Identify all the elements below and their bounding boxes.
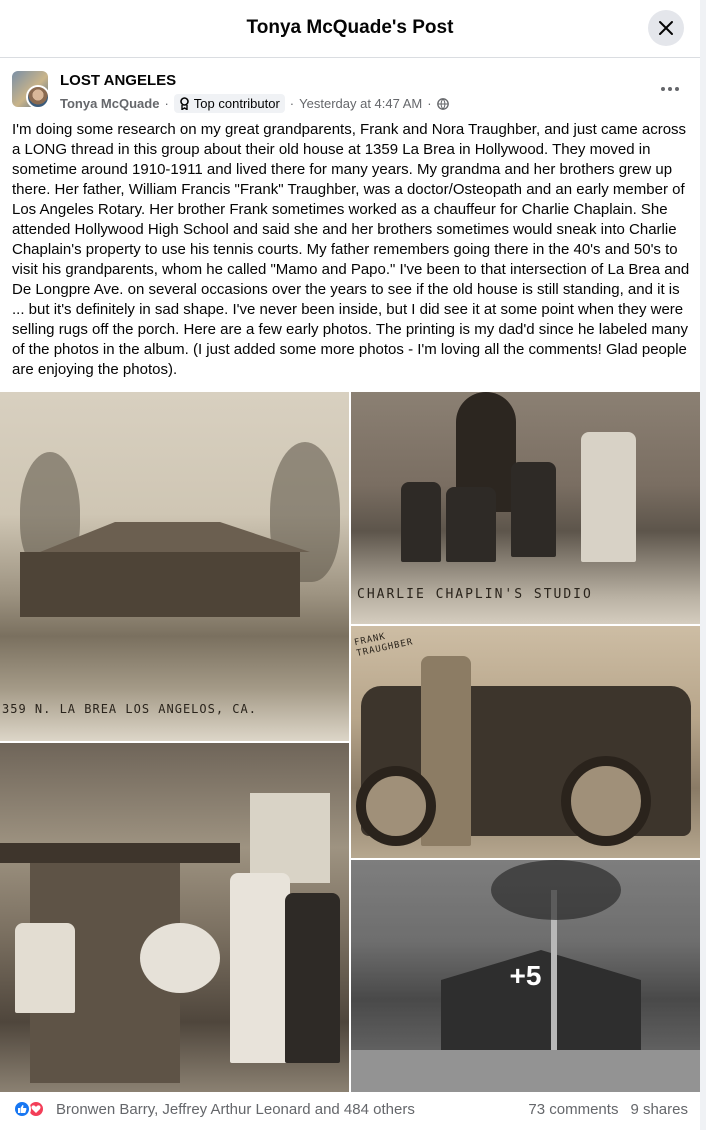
badge-label: Top contributor: [193, 96, 280, 111]
photo-family-interior[interactable]: [0, 743, 349, 1092]
photo-frank-car[interactable]: [351, 626, 700, 858]
post-dialog-header: [0, 0, 700, 58]
group-name-link[interactable]: LOST ANGELES: [60, 72, 177, 89]
engagement-counts: [528, 1101, 688, 1118]
flowers-shape: [140, 923, 220, 993]
close-icon: [658, 20, 674, 36]
separator: ·: [289, 96, 295, 111]
post-footer: [0, 1092, 700, 1130]
person-figure: [511, 462, 556, 557]
like-reaction-icon: [13, 1100, 31, 1118]
mantel-shape: [0, 843, 240, 863]
author-link[interactable]: Tonya McQuade: [60, 96, 160, 111]
more-horizontal-icon: [660, 86, 680, 92]
window-shape: [250, 793, 330, 883]
more-photos-overlay[interactable]: +5: [351, 860, 700, 1092]
house-shape: [10, 522, 310, 622]
house-walls: [20, 552, 300, 617]
top-contributor-icon: [179, 97, 190, 110]
photo-caption: 359 N. LA BREA LOS ANGELOS, CA.: [2, 702, 257, 716]
user-avatar[interactable]: [26, 85, 50, 109]
baby-figure: [15, 923, 75, 1013]
car-wheel: [561, 756, 651, 846]
post-timestamp[interactable]: Yesterday at 4:47 AM: [299, 96, 423, 111]
photo-caption: FRANK TRAUGHBER: [353, 631, 415, 660]
scrollbar[interactable]: [700, 0, 706, 1130]
reactors-summary[interactable]: Bronwen Barry, Jeffrey Arthur Leonard and 484 others: [56, 1101, 415, 1118]
photo-caption: CHARLIE CHAPLIN'S STUDIO: [357, 587, 593, 602]
top-contributor-badge[interactable]: [174, 94, 285, 113]
more-options-button[interactable]: [650, 76, 690, 102]
close-button[interactable]: [648, 10, 684, 46]
post-meta: [60, 94, 449, 113]
person-figure: [285, 893, 340, 1063]
post-avatar[interactable]: [12, 71, 50, 109]
photo-chaplin-studio[interactable]: [351, 392, 700, 624]
person-figure: [230, 873, 290, 1063]
reaction-icons[interactable]: [13, 1100, 45, 1118]
person-figure: [581, 432, 636, 562]
car-wheel: [356, 766, 436, 846]
comments-count[interactable]: 73 comments: [528, 1101, 619, 1118]
person-figure: [446, 487, 496, 562]
shares-count[interactable]: 9 shares: [630, 1101, 688, 1118]
photo-house[interactable]: [0, 392, 349, 741]
separator: ·: [427, 96, 432, 111]
person-figure: [401, 482, 441, 562]
globe-icon[interactable]: [437, 98, 449, 110]
dialog-title: Tonya McQuade's Post: [246, 17, 454, 38]
house-roof: [10, 522, 310, 552]
separator: ·: [164, 96, 169, 111]
post-body-text: I'm doing some research on my great grandparents, Frank and Nora Traughber, and just came across a LONG thread in this group about their old house at 1359 La Brea in Hollywood. They moved in sometime around 1910-1911 and lived there for many years. My grandma and her brothers grew up there. Her father, William Francis "Frank" Traughber, was a doctor/Osteopath and an early member of Los Angeles Rotary. Her brother Frank sometimes worked as a chauffeur for Charlie Chaplain. She attended Hollywood High School and said she and her brothers sometimes would sneak into Charlie Chaplain's property to use his tennis courts. My father remembers going there in the 40's and 50's to visit his grandparents, whom he called "Mamo and Papo." I've been to that intersection of La Brea and De Longpre Ave. on several occasions over the years to see if the old house is still standing, and it is ... but it's definitely in sad shape. I've never been inside, but I did see it at some point when they were selling rugs off the porch. Here are a few early photos. The printing is my dad'd since he labeled many of the photos in the album. (I just added some more photos - I'm loving all the comments! Glad people are enjoying the photos).: [12, 121, 690, 378]
